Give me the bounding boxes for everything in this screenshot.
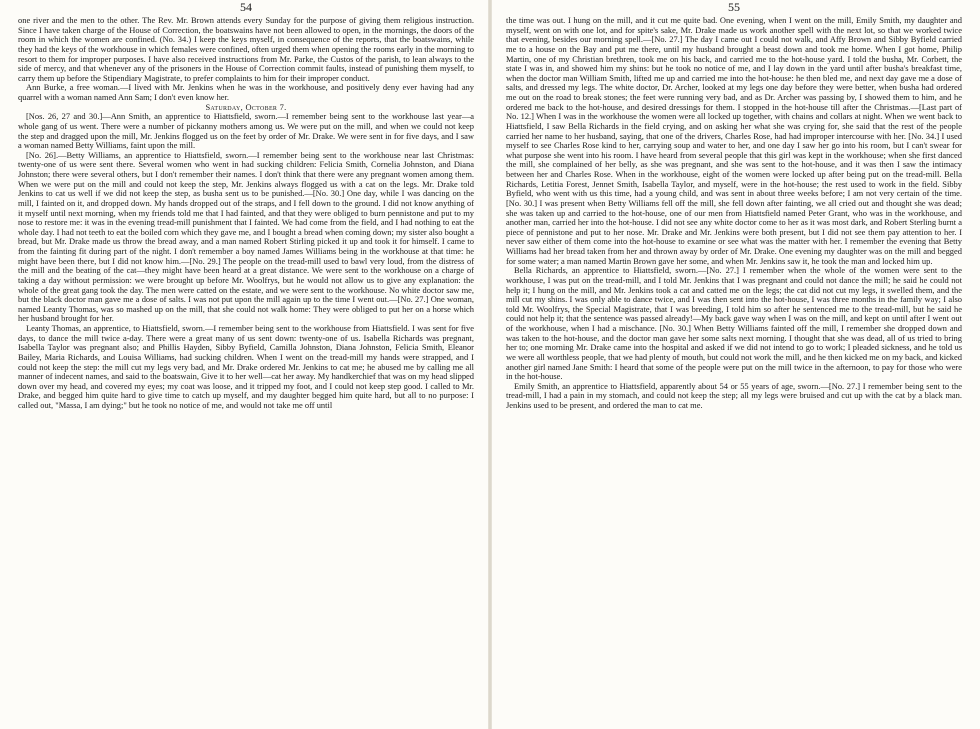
left-page-text — [18, 16, 474, 411]
paragraph: [Nos. 26, 27 and 30.]—Ann Smith, an apprentice to Hiattsfield, sworn.—I remember being sent to the workhouse last year—a whole gang of us went. There were a number of pickanny mothers among us. We were put on the mill, and when we could not keep the step and dragged upon the mill, Mr. Jenkins flogged us on the feet by order of Mr. Drake. We were sent in for five days, and I saw a woman named Betty Williams, faint upon the mill. — [18, 111, 474, 151]
right-page-number: 55 — [728, 0, 740, 14]
paragraph: Bella Richards, an apprentice to Hiattsfield, sworn.—[No. 27.] I remember when the whole of the women were sent to the workhouse, I was put on the tread-mill, and I told Mr. Jenkins that I was pregnant and could not dance the mill; he said he could not help it; I hung on the mill, and Mr. Jenkins took a cat and catted me on the legs; the cat did not cut my legs, it swelled them, and the mill cut my shins. I was only able to dance twice, and I was then sent into the hot-house, I was three months in the family way; I also told Mr. Woolfrys, the Special Magistrate, that I was breeding, I told him so after he sentenced me to the tread-mill, but he said he could not help it; that the sentence was passed already!—My back gave way when I was on the mill, and kept on until after I went out of the workhouse, when I had a mischance. [No. 30.] When Betty Williams fainted off the mill, I remember she dropped down and was taken to the hot-house, and the doctor man gave her some salts next morning. I thought that she was dead, all of us tried to bring her to; one morning Mr. Drake came into the hospital and asked if we did not intend to go to work; I pleaded sickness, and he told us we were all worthless people, that we had plenty of mouth, but could not work the mill, and he then kicked me on my back, and kicked another girl named Jane Smith: I heard that some of the people were put on the mill twice in the afternoon, to pay for those who were in the hot-house. — [506, 265, 962, 382]
date-heading: Saturday, October 7. — [205, 101, 287, 112]
gutter-divider — [488, 0, 492, 729]
right-page — [500, 0, 972, 729]
left-page-number: 54 — [240, 0, 252, 14]
paragraph: Ann Burke, a free woman.—I lived with Mr. Jenkins when he was in the workhouse, and positively deny ever having had any quarrel with a woman named Ann Sam; I don't even know her. — [18, 82, 474, 102]
paragraph: [No. 26].—Betty Williams, an apprentice to Hiattsfield, sworn.—I remember being sent to the workhouse near last Christmas: twenty-one of us were sent there. Several women who went in had sucking children: Felicia Smith, Cornelia Johnston, and Diana Johnston; there were several others, but I don't remember their names. I don't think that there were any pregnant women among them. When we were put on the mill and could not keep the step, Mr. Jenkins always flogged us with a cat on the legs. Mr. Drake told Jenkins to cat us well if we did not keep the step, as busha sent us to be punished.—[No. 30.] One day, while I was dancing on the mill, I fainted on it, and dropped down. My hands dropped out of the straps, and I fell down to the ground. I did not know anything of it myself until next morning, when my friends told me that I had fainted, and that they were obliged to burn pennistone and put to my nose to restore me: it was in the evening tread-mill punishment that I fainted. We had come from the field, and I had nothing to eat the whole day. I had not teeth to eat the boiled corn which they gave me, and I bought a bread when coming down; my sister also bought a bread, but Mr. Drake made us throw the bread away, and a man named Robert Stirling picked it up and took it for himself. I came to from the fainting fit during part of the night. I don't remember a boy named James Williams being in the workhouse at that time: he might have been there, but I did not know him.—[No. 29.] The people on the tread-mill used to bawl very loud, from the distress of the mill and the beating of the cat—they might have been heard at a great distance. We were sent to the workhouse on a charge of taking a day without permission: we were brought up before Mr. Woolfrys, but he would not allow us to give any explanation: the whole of the great gang took the day. The men were catted on the estate, and we were sent to the workhouse. No white doctor saw me, but the black doctor man gave me a dose of salts. I was not put upon the mill again up to the time I went out.—[No. 27.] One woman, named Leanty Thomas, was so mashed up on the mill, that she could not walk home: They were obliged to put her on a horse which her husband brought for her. — [18, 149, 474, 324]
right-page-text — [506, 16, 962, 411]
paragraph: Leanty Thomas, an apprentice, to Hiattsfield, sworn.—I remember being sent to the workhouse from Hiattsfield. I was sent for five days, to dance the mill twice a-day. There were a great many of us sent down: twenty-one of us. Isabella Richards was pregnant, Isabella Taylor was pregnant also; and Phillis Hayden, Sibby Byfield, Camilla Johnston, Diana Johnston, Felicia Smith, Eleanor Bailey, Maria Richards, and Louisa Williams, had sucking children. When I went on the tread-mill my hands were strapped, and I could not keep the step: the mill cut my legs very bad, and Mr. Drake ordered Mr. Jenkins to cat me; he abused me by calling me all manner of indecent names, and said to the boatswain, Give it to her well—cat her away. My handkerchief that was on my head slipped down over my head, and covered my eyes; my coat was loose, and it tripped my foot, and I could not keep step good. I called to Mr. Drake, and begged him quite hard to give time to catch up myself, and my daughter begged him quite hard, but all to no purpose: I called out, "Massa, I am dying;" but he took no notice of me, and would not take me off until — [18, 323, 474, 410]
paragraph: the time was out. I hung on the mill, and it cut me quite bad. One evening, when I went on the mill, Emily Smith, my daughter and myself, went on with one lot, and for spite's sake, Mr. Drake made us work another spell with the next lot, so that we worked twice that evening, besides our morning spell.—[No. 27.] The day I came out I could not walk, and Affy Brown and Sibby Byfield carried me to a house on the Bay and put me there, until my husband brought a beast down and took me home. When I got home, Philip Martin, one of my Christian brethren, took me on his back, and carried me to the hot-house yard. I told the busha, Mr. Corbett, the state I was in, and showed him my shins: but he took no notice of me, and I lay down in the yard until after busha's breakfast time, when the doctor man William Smith, lifted me up and carried me into the hot-house: he then bled me, and next day gave me a dose of salts, and dressed my legs. The white doctor, Dr. Archer, looked at my legs one day before they were better, when busha had ordered me out on the road to break stones; the feet were running very bad, and as Dr. Archer was passing by, I showed them to him, and he ordered me back to the hot-house, and desired dressings for them. I stopped in the hot-house till after the Christmas.—[Last part of No. 12.] When I was in the workhouse the women were all locked up together, with chains and collars at night. When we went back to Hiattsfield, I saw Bella Richards in the field crying, and on asking her what she was crying for, she said that the rest of the people carried her name to her husband, saying, that one of the drivers, Charles Rose, had had improper intercourse with her. [No. 34.] I used myself to see Charles Rose kind to her, carrying soup and water to her, and one day I saw her go into his room, but I can't swear for what purpose she went into his room. I have heard from several people that this girl was kept in the workhouse; when she first danced the mill, she complained of her belly, as she was pregnant, and she was sent to the hot-house, and it was then I saw the intimacy between her and Charles Rose. When in the workhouse, eight of the women were locked up after being put on the tread-mill. Bella Richards, Letitia Forest, Jennet Smith, Isabella Taylor, and myself, were in the hot-house; the rest used to work in the field. Sibby Byfield, who went with us this time, had a young child, and was sent in about three weeks before; I am not very certain of the time. [No. 30.] I was present when Betty Williams fell off the mill, she fell down after fainting, we all cried out and thought she was dead; she was taken up and carried to the hot-house, one of our men from Hiattsfield named Peter Grant, who was in the workhouse, and another man, carried her into the hot-house. I did not see any white doctor come to her as it was most dark, and Robert Sterling burnt a piece of pennistone and put to her nose. Mr. Drake and Mr. Jenkins were both present, but I did not see them pay attention to her. I never saw either of them come into the hot-house to examine or see what was the matter with her. I remember the evening that Betty Williams had her bread taken from her and thrown away by order of Mr. Drake. One evening my daughter was on the mill and begged for some water; a man named Martin Brown gave her some, and when Mr. Jenkins saw it, he took the man and locked him up. — [506, 15, 962, 266]
left-page — [8, 0, 480, 729]
paragraph: Emily Smith, an apprentice to Hiattsfield, apparently about 54 or 55 years of age, sworn.—[No. 27.] I remember being sent to the tread-mill, I had a pain in my stomach, and could not keep the step; all my legs were bruised and cut up with the cat by a black man. Jenkins used to be present, and ordered the man to cat me. — [506, 380, 962, 410]
paragraph: one river and the men to the other. The Rev. Mr. Brown attends every Sunday for the purpose of giving them religious instruction. Since I have taken charge of the House of Correction, the boatswains have not been allowed to open, in the mornings, the doors of the room in which the women are confined. (No. 34.) I keep the keys myself, in consequence of the reports, that the boatswains, while they had the keys of the workhouse in which females were confined, often urged them when opening the rooms early in the morning to resort to them for improper purposes. I have also received instructions from Mr. Parke, the Custos of the parish, to lean always to the side of mercy, and that whenever any of the prisoners in the House of Correction commit faults, instead of punishing them myself, to carry them up before the Stipendiary Magistrate, to prefer complaints to him for their improper conduct. — [18, 15, 474, 83]
